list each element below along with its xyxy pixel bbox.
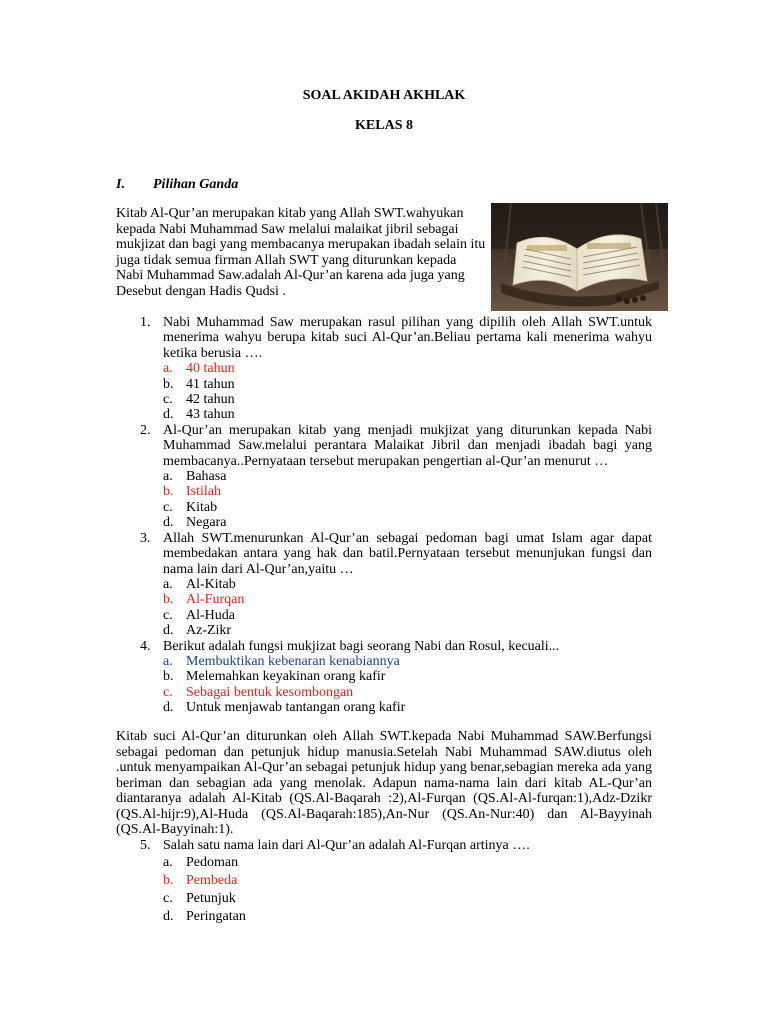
option-label: b. (163, 669, 174, 685)
option-label: a. (163, 576, 173, 592)
option-text: 43 tahun (186, 407, 235, 423)
question-number: 2. (140, 422, 151, 438)
reading-paragraph: Kitab suci Al-Qur’an diturunkan oleh Allah SWT.kepada Nabi Muhammad SAW.Berfungsi sebagai pedoman dan petunjuk hidup manusia.Setelah Nabi Muhammad SAW.diutus oleh .untuk menyampaikan Al-Qur’an sebagai petunjuk hidup yang benar,sebagian mereka ada yang beriman dan sebagian ada yang menolak. Adapun nama-nama lain dari kitab AL-Qur’an diantaranya adalah Al-Kitab (QS.Al-Baqarah :2),Al-Furqan (QS.Al-Al-furqan:1),Adz-Dzikr (QS.Al-hijr:9),Al-Huda (QS.Al-Baqarah:185),An-Nur (QS.An-Nur:40) dan Al-Bayyinah (QS.Al-Bayyinah:1). (116, 729, 652, 837)
option-b[interactable] (163, 669, 652, 684)
question-text: Salah satu nama lain dari Al-Qur’an adalah Al-Furqan artinya …. (163, 838, 530, 853)
option-label: a. (163, 469, 173, 485)
question-list-2 (116, 838, 652, 925)
option-b[interactable] (163, 592, 652, 607)
question-3 (116, 531, 652, 577)
option-c[interactable] (163, 500, 652, 515)
option-a[interactable] (163, 654, 652, 669)
option-text: Al-Furqan (186, 592, 245, 608)
question-number: 3. (140, 530, 151, 546)
option-text: Melemahkan keyakinan orang kafir (186, 669, 386, 685)
option-label: b. (163, 484, 174, 500)
option-d[interactable] (163, 407, 652, 422)
option-text: Istilah (186, 484, 221, 500)
option-label: c. (163, 392, 173, 408)
option-label: d. (163, 623, 174, 639)
option-text: Az-Zikr (186, 623, 232, 639)
option-text: Pembeda (186, 873, 238, 889)
option-a[interactable] (163, 577, 652, 592)
option-text: 40 tahun (186, 361, 235, 377)
option-text: Kitab (186, 499, 218, 515)
option-a[interactable] (163, 361, 652, 376)
option-d[interactable] (163, 700, 652, 715)
option-text: Negara (186, 515, 227, 531)
question-3-options (116, 577, 652, 639)
question-number: 1. (140, 315, 151, 330)
option-text: Bahasa (186, 469, 227, 485)
option-text: Untuk menjawab tantangan orang kafir (186, 700, 406, 716)
option-label: a. (163, 361, 173, 377)
option-c[interactable] (163, 392, 652, 407)
option-c[interactable] (163, 685, 652, 700)
option-a[interactable] (163, 854, 652, 872)
option-b[interactable] (163, 872, 652, 890)
option-text: 42 tahun (186, 392, 235, 408)
question-number: 5. (140, 838, 151, 853)
question-2-options (116, 469, 652, 531)
option-c[interactable] (163, 608, 652, 623)
document-subtitle: KELAS 8 (355, 118, 413, 133)
option-label: b. (163, 376, 174, 392)
option-d[interactable] (163, 908, 652, 926)
section-title: Pilihan Ganda (153, 177, 239, 192)
option-text: Membuktikan kebenaran kenabiannya (186, 653, 400, 669)
option-text: Al-Huda (186, 607, 235, 623)
question-text: Allah SWT.menurunkan Al-Qur’an sebagai pedoman bagi umat Islam agar dapat membedakan antara yang hak dan batil.Pernyataan tersebut menunjukan fungsi dan nama lain dari Al-Qur’an,yaitu … (163, 530, 652, 577)
option-label: c. (163, 684, 173, 700)
question-text: Berikut adalah fungsi mukjizat bagi seorang Nabi dan Rosul, kecuali... (163, 638, 560, 654)
option-b[interactable] (163, 377, 652, 392)
section-heading (116, 177, 238, 193)
open-book-illustration (491, 203, 668, 311)
section-number: I. (116, 177, 125, 192)
option-d[interactable] (163, 515, 652, 530)
option-d[interactable] (163, 623, 652, 638)
option-text: 41 tahun (186, 376, 235, 392)
option-label: d. (163, 407, 174, 423)
option-text: Pedoman (186, 855, 239, 871)
option-label: c. (163, 890, 173, 906)
option-label: c. (163, 499, 173, 515)
option-label: b. (163, 592, 174, 608)
question-text: Nabi Muhammad Saw merupakan rasul pilihan yang dipilih oleh Allah SWT.untuk menerima wahyu berupa kitab suci Al-Qur’an.Beliau pertama kali menerima wahyu ketika berusia …. (163, 315, 652, 361)
question-number: 4. (140, 638, 151, 654)
option-label: a. (163, 855, 173, 871)
intro-paragraph: Kitab Al-Qur’an merupakan kitab yang Allah SWT.wahyukan kepada Nabi Muhammad Saw melalui malaikat jibril sebagai mukjizat dan bagi yang membacanya merupakan ibadah selain itu juga tidak semua firman Allah SWT yang diturunkan kepada Nabi Muhammad Saw.adalah Al-Qur’an karena ada juga yang Desebut dengan Hadis Qudsi . (116, 206, 486, 299)
question-list (116, 315, 652, 716)
option-a[interactable] (163, 469, 652, 484)
option-label: a. (163, 653, 173, 669)
quran-image (491, 203, 668, 311)
question-5 (116, 838, 652, 853)
question-1-options (116, 361, 652, 423)
option-text: Peringatan (186, 908, 246, 924)
option-text: Sebagai bentuk kesombongan (186, 684, 354, 700)
question-1 (116, 315, 652, 361)
question-5-options (116, 854, 652, 925)
question-2 (116, 423, 652, 469)
option-c[interactable] (163, 890, 652, 908)
question-4-options (116, 654, 652, 716)
option-label: b. (163, 873, 174, 889)
option-text: Al-Kitab (186, 576, 236, 592)
option-label: d. (163, 515, 174, 531)
option-label: d. (163, 700, 174, 716)
question-4 (116, 639, 652, 654)
option-label: c. (163, 607, 173, 623)
option-b[interactable] (163, 484, 652, 499)
option-label: d. (163, 908, 174, 924)
question-text: Al-Qur’an merupakan kitab yang menjadi mukjizat yang diturunkan kepada Nabi Muhammad Saw.melalui perantara Malaikat Jibril dan menjadi ibadah bagi yang membacanya..Pernyataan tersebut merupakan pengertian al-Qur’an menurut … (163, 422, 652, 469)
option-text: Petunjuk (186, 890, 236, 906)
document-title: SOAL AKIDAH AKHLAK (302, 88, 466, 103)
